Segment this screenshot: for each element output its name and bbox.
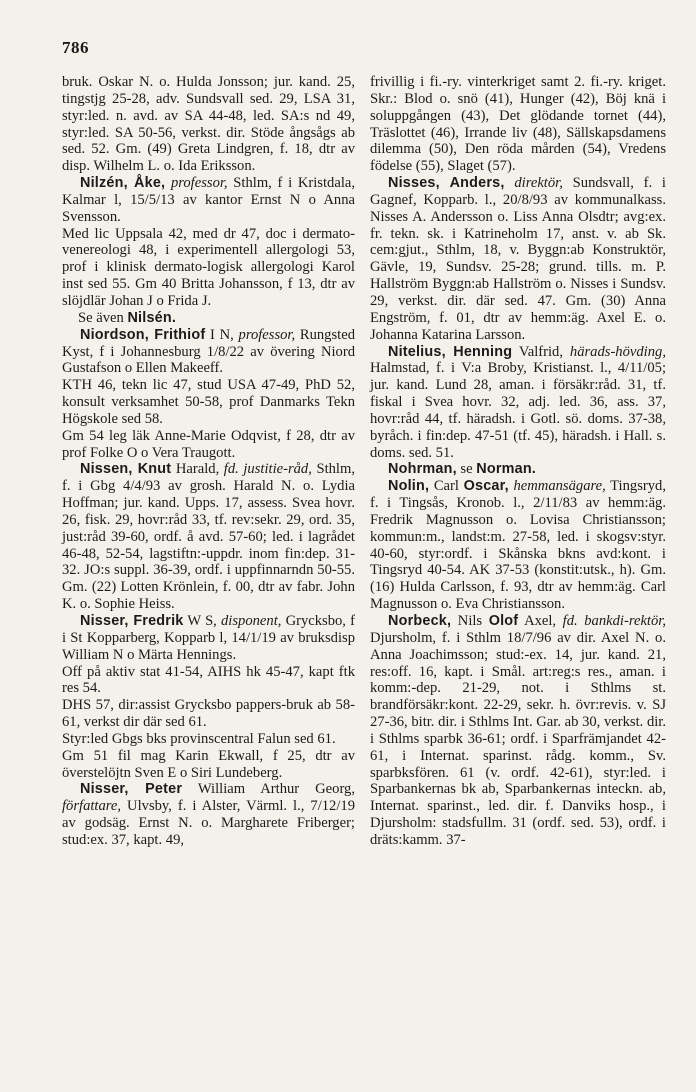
entry-text: Med lic Uppsala 42, med dr 47, doc i dermato-venereologi 48, i experimentell allergologi 53, prof i klinisk dermato-logisk allergologi Karol inst sed 55. Gm 40 Britta Johansson, f 13, dtr av slöjdlär Johan J o Frida J. [62, 225, 355, 309]
entry-given: Nils [451, 613, 489, 629]
entry-nisser-board [62, 731, 355, 748]
entry-text: KTH 46, tekn lic 47, stud USA 47-49, PhD 52, konsult verksamhet 50-58, prof Danmarks Tekn Högskole sed 58. [62, 377, 355, 427]
entry-text: Rungsted Kyst, f i Johannesburg 1/8/22 av övering Niord Gustafson o Ellen Makeeff. [62, 326, 355, 377]
entry-initials: W S, [183, 613, 221, 629]
entry-nilzen-career [62, 226, 355, 310]
entry-title: direktör, [514, 175, 563, 192]
entry-text: DHS 57, dir:assist Grycksbo pappers-bruk ab 58-61, verkst dir där sed 61. [62, 697, 355, 731]
entry-name: Nolin, [388, 478, 430, 495]
entry-see: se [456, 461, 477, 478]
entry-name: Nisser, Fredrik [80, 613, 184, 629]
entry-given: Harald, [171, 461, 224, 478]
entry-given-bold: Oscar, [463, 478, 509, 495]
entry-nisser-family [62, 748, 355, 782]
entry-text: Gm 51 fil mag Karin Ekwall, f 25, dtr av överstelöjtn Sven E o Siri Lundeberg. [62, 747, 355, 781]
entry-title: disponent, [221, 613, 282, 629]
entry-text: Djursholm, f. i Sthlm 18/7/96 av dir. Axel N. o. Anna Joachimsson; stud:-ex. 14, jur. kand. 21, res:off. 16, kapt. i Smål. art:reg:s res., aman. i komm:-dep. 21-29, not. i Sthlms st. brandförsäkr:kont. 22-29, sekr. h. övr:revis. v. SJ 27-36, bitr. dir. i Sthlms Int. Gar. ab 30, verkst. dir. i Sthlms sparbk 36-61; ordf. i Sparfrämjandet 42-61, i Internat. sparinst. rådg. komm., Sv. sparbksfören. 61 (v. ordf. 42-61), styr:led. i Sparbankernas bk ab, Sparbankernas inteckn. ab, Internat. sparinst., led. dir. f. Danviks hosp., i Djursholm: stadsfullm. 31 (ordf. sed. 53), ordf. i dräts:kamm. 37- [370, 629, 666, 848]
entry-nisser-career [62, 697, 355, 731]
left-column [62, 74, 355, 849]
entry-niordson-family [62, 428, 355, 462]
entry-text: Grycksbo, f i St Kopparberg, Kopparb l, 14/1/19 av bruksdisp William N o Märta Hennings. [62, 613, 355, 663]
entry-text: Off på aktiv stat 41-54, AIHS hk 45-47, kapt ftk res 54. [62, 663, 355, 697]
entry-name: Nissen, Knut [80, 461, 172, 478]
entry-given: Valfrid, [512, 343, 570, 360]
entry-nisses [370, 175, 666, 343]
entry-title: fd. bankdi-rektör, [562, 613, 666, 629]
entry-nisser-peter [62, 781, 355, 848]
entry-text: Gm 54 leg läk Anne-Marie Odqvist, f 28, dtr av prof Folke O o Vera Traugott. [62, 427, 355, 461]
entry-name: Nilzén, Åke, [80, 175, 166, 192]
entry-text: Sthlm, f. i Gbg 4/4/93 av grosh. Harald N. o. Lydia Hoffman; jur. kand. Upps. 17, assess. Svea hovr. 26, fisk. 29, hovr:råd 33, tf. rev:sekr. 29, ord. 35, just:råd 39-60, ordf. å avd. 57-60; led. i lagrådet 46-48, 52-54, lagstiftn:-uppdr. inom fin:dep. 31-32. JO:s suppl. 36-39, ordf. i uppfinnarndn 50-55. Gm. (22) Lotten Krönlein, f. 00, dtr av fabr. John K. o. Sophie Heiss. [62, 461, 355, 613]
entry-title: hemmansägare, [513, 478, 606, 495]
entry-text: Ulvsby, f. i Alster, Värml. l., 7/12/19 av godsäg. Ernst N. o. Margharete Friberger; stud:ex. 37, kapt. 49, [62, 798, 355, 848]
entry-text: Styr:led Gbgs bks provinscentral Falun sed 61. [62, 730, 336, 747]
entry-name: Nisses, Anders, [388, 175, 505, 192]
see-also-name: Nilsén. [127, 309, 177, 326]
entry-initials: I N, [205, 326, 239, 343]
entry-niordson-career [62, 377, 355, 428]
entry-given: William Arthur Georg, [182, 781, 355, 798]
entry-continuation [62, 74, 355, 175]
entry-nitelius [370, 344, 666, 462]
entry-text: frivillig i fi.-ry. vinterkriget samt 2. fi.-ry. kriget. Skr.: Blod o. snö (41), Hunger (42), Böj knä i soluppgången (43), Det glödande tornet (44), Träslottet (46), Irrande liv (48), Sällskapsdamens dilemma (50), Den röda mården (54), Vredens födelse (55), Slaget (57). [370, 74, 666, 175]
entry-norbeck [370, 613, 666, 849]
see-target-name: Norman. [476, 461, 537, 478]
entry-see-also [62, 310, 355, 327]
entry-text: Sundsvall, f. i Gagnef, Kopparb. l., 20/8/93 av kommunalkass. Nisses A. Andersson o. Liss Anna Olsdtr; avg:ex. fr. tekn. sk. i Katrineholm 17, anst. v. ab Sk. cem:gjut., Sthlm, 18, v. Byggn:ab Konstruktör, Gävle, 19, Sundsv. 25-28; grund. tills. m. P. Hallström Byggn:ab Hallström o. Nisses i Sundsv. 29, verkst. dir. där sed. 47. Gm. (30) Anna Engström, f. 01, dtr av hemm:äg. Axel E. o. Johanna Katarina Larsson. [370, 175, 666, 343]
entry-text: Halmstad, f. i V:a Broby, Kristianst. l., 4/11/05; jur. kand. Lund 28, aman. i försäkr:råd. 31, tf. fiskal i Svea hovr. 32, adj. led. 36, ass. 37, hovr:råd 44, tf. häradsh. i Gotl. sö. doms. 37-38, byråch. i fin:dep. 47-51 (tf. 45), häradsh. i Hall. s. doms. sed. 51. [370, 360, 666, 461]
entry-given: Axel, [518, 613, 563, 629]
entry-name: Niordson, Frithiof [80, 326, 206, 343]
entry-name: Nisser, Peter [80, 781, 183, 798]
right-column [370, 74, 666, 849]
entry-nissen [62, 461, 355, 613]
entry-title: författare, [62, 798, 122, 815]
see-also-prefix: Se även [78, 309, 128, 326]
page-number: 786 [62, 38, 89, 57]
entry-title: professor, [170, 175, 228, 192]
entry-name: Nitelius, Henning [388, 343, 513, 360]
entry-given-bold: Olof [488, 613, 519, 629]
entry-nilzen [62, 175, 355, 226]
entry-text: bruk. Oskar N. o. Hulda Jonsson; jur. kand. 25, tingstjg 25-28, adv. Sundsvall sed. 29, LSA 31, styr:led. n. avd. av SA 44-48, led. SA:s nd 49, styr:led. SA 50-56, verkst. dir. Stöde ångsågs ab sed. 52. Gm. (49) Greta Lindgren, f. 18, dtr av disp. Wilhelm L. o. Ida Eriksson. [62, 74, 355, 175]
entry-title: professor, [238, 326, 296, 343]
entry-text: Sthlm, f i Kristdala, Kalmar l, 15/5/13 av kantor Ernst N o Anna Svensson. [62, 175, 355, 225]
entry-text: Tingsryd, f. i Tingsås, Kronob. l., 2/11/83 av hemm:äg. Fredrik Magnusson o. Lovisa Christiansson; kommun:m., landst:m. 27-58, led. i skogsv:styr. 40-60, styr:ordf. i Skånska bkns avd:kont. i Tingsryd 40-54. AK 37-53 (konstit:utsk., h). Gm. (16) Hulda Carlsson, f. 93, dtr av hemm:äg. Carl Magnusson o. Eva Christiansson. [370, 478, 666, 613]
entry-title: fd. justitie-råd, [223, 461, 312, 478]
entry-nohrman [370, 461, 666, 478]
entry-name: Nohrman, [388, 461, 457, 478]
entry-nolin [370, 478, 666, 613]
entry-nisser-fredrik [62, 613, 355, 664]
entry-title: härads-hövding, [569, 343, 666, 360]
entry-nisser-military [62, 664, 355, 698]
entry-niordson [62, 327, 355, 378]
entry-continuation [370, 74, 666, 175]
entry-name: Norbeck, [388, 613, 452, 629]
entry-given: Carl [429, 478, 464, 495]
